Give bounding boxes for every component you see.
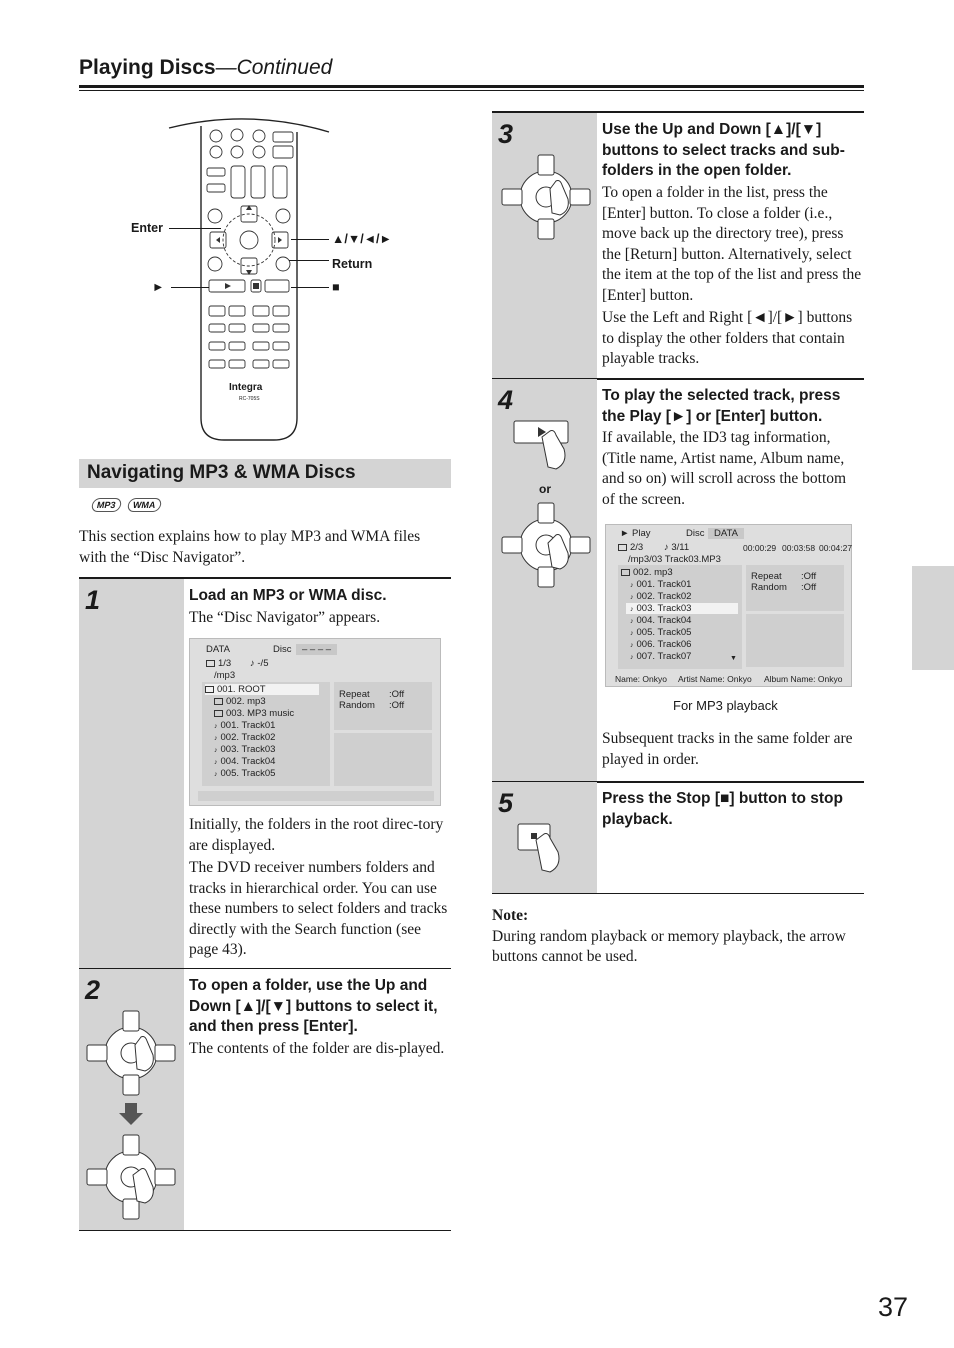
enter-callout: Enter	[131, 221, 163, 235]
mp3-track-icon: ♪	[630, 606, 634, 613]
list-item: ♪ 005. Track05	[214, 768, 276, 779]
repeat-label: Repeat	[339, 689, 370, 700]
cursor-buttons-icon	[498, 499, 594, 593]
stop-callout-line	[291, 287, 329, 288]
osd-type: DATA	[708, 528, 744, 539]
remote-model: RC-705S	[239, 396, 260, 402]
stop-callout: ■	[332, 280, 340, 294]
osd-disc-label: Disc	[686, 528, 705, 539]
scroll-down-icon: ▼	[730, 655, 737, 662]
step-body	[189, 815, 449, 961]
random-value: :Off	[801, 582, 817, 593]
mp3-track-icon: ♪	[214, 759, 218, 766]
osd-status: ► Play	[620, 528, 651, 539]
remote-illustration	[79, 118, 451, 448]
osd-info-panel	[334, 733, 432, 786]
page-title	[79, 56, 332, 80]
id3-name: Name: Onkyo	[615, 674, 667, 684]
list-item: ♪ 002. Track02	[214, 732, 276, 743]
screen-caption: For MP3 playback	[673, 698, 778, 713]
osd-settings-panel	[746, 565, 844, 611]
osd-info-panel	[746, 614, 844, 667]
step-body: The contents of the folder are dis-played.	[189, 1040, 445, 1057]
osd-type: DATA	[206, 644, 230, 655]
or-label: or	[539, 482, 551, 496]
arrows-callout: ▲/▼/◄/►	[332, 232, 392, 246]
mp3-track-icon: ♪	[630, 642, 634, 649]
play-button-icon	[512, 419, 582, 481]
step-heading: Press the Stop [■] button to stop playback.	[602, 790, 843, 828]
osd-elapsed: 00:00:29	[743, 543, 777, 553]
remote-control-icon	[79, 118, 451, 448]
step-heading: Load an MP3 or WMA disc.	[189, 587, 387, 604]
disc-navigator-screen	[189, 638, 441, 806]
osd-track-counter: ♪ 3/11	[664, 542, 690, 553]
random-label: Random	[339, 700, 375, 711]
repeat-label: Repeat	[751, 571, 782, 582]
mp3-track-icon: ♪	[630, 630, 634, 637]
section-title: Navigating MP3 & WMA Discs	[87, 462, 356, 483]
osd-disc-value: – – – –	[296, 644, 337, 655]
osd-file-list	[202, 682, 330, 786]
header-rule-thin	[79, 90, 864, 91]
osd-remaining: 00:03:58	[782, 543, 816, 553]
list-item-selected: ♪ 003. Track03	[626, 603, 738, 614]
folder-icon	[205, 686, 214, 693]
list-item: ♪ 007. Track07	[630, 651, 692, 662]
list-item: ♪ 001. Track01	[214, 720, 276, 731]
step-2	[79, 968, 451, 1231]
step-body	[602, 183, 862, 370]
list-item: ♪ 001. Track01	[630, 579, 692, 590]
step-gray-column	[79, 579, 184, 968]
folder-icon	[214, 710, 223, 717]
folder-icon	[621, 569, 630, 576]
step-number: 2	[85, 975, 101, 1005]
enter-callout-line	[169, 228, 221, 229]
wma-track-icon: ♪	[214, 735, 218, 742]
random-label: Random	[751, 582, 787, 593]
list-item: ♪ 002. Track02	[630, 591, 692, 602]
step-3	[492, 111, 864, 380]
step-paragraph: Initially, the folders in the root direc-tory are displayed.	[189, 816, 444, 854]
osd-counter-row	[206, 658, 231, 669]
step-paragraph: To open a folder in the list, press the [Enter] button. To close a folder (i.e., move back up the directory tree), press the [Return] button. Alternatively, select the item at the top of the list and press the [Enter] button.	[602, 184, 862, 304]
play-callout-line	[171, 287, 209, 288]
wma-badge: WMA	[127, 498, 162, 512]
play-callout: ►	[152, 280, 165, 294]
step-number: 4	[498, 385, 514, 415]
list-item: ♪ 004. Track04	[630, 615, 692, 626]
mp3-track-icon: ♪	[630, 594, 634, 601]
osd-settings-panel	[334, 682, 432, 730]
step-paragraph: The DVD receiver numbers folders and tracks in hierarchical order. You can use these numbers to select folders and tracks directly with the Search function (see page 43).	[189, 859, 448, 958]
osd-track-counter: ♪ -/5	[250, 658, 269, 669]
list-item: ♪ 006. Track06	[630, 639, 692, 650]
return-callout: Return	[332, 257, 373, 271]
osd-file-list	[618, 565, 742, 669]
playback-screen	[605, 524, 852, 687]
folder-icon	[214, 698, 223, 705]
step-number: 1	[85, 585, 101, 615]
cursor-buttons-icon	[83, 1007, 179, 1225]
step-heading: To open a folder, use the Up and Down [▲]/[▼] buttons to select it, and then press [Enter].	[189, 977, 438, 1035]
arrows-callout-line	[291, 239, 329, 240]
osd-disc-label: Disc	[273, 644, 292, 655]
note-text: During random playback or memory playback, the arrow buttons cannot be used.	[492, 927, 846, 965]
mp3-track-icon: ♪	[630, 582, 634, 589]
id3-album: Album Name: Onkyo	[764, 674, 843, 684]
list-item: ♪ 005. Track05	[630, 627, 692, 638]
osd-path: /mp3/03 Track03.MP3	[628, 554, 721, 565]
side-tab	[912, 566, 954, 670]
title-main: Playing Discs	[79, 56, 216, 79]
note-title: Note:	[492, 907, 529, 924]
section-intro: This section explains how to play MP3 and WMA files with the “Disc Navigator”.	[79, 528, 421, 566]
note-block	[492, 906, 864, 968]
step-5	[492, 781, 864, 894]
osd-total: 00:04:27	[819, 543, 853, 553]
step-body: If available, the ID3 tag information, (Title name, Artist name, Album name, and so on) will scroll across the bottom of the screen.	[602, 429, 847, 508]
folder-icon	[206, 660, 215, 667]
section-header	[79, 459, 451, 488]
osd-counter-row	[618, 542, 643, 553]
list-item: 003. MP3 music	[214, 708, 294, 719]
step-subtext: The “Disc Navigator” appears.	[189, 609, 381, 626]
mp3-badge: MP3	[91, 498, 122, 512]
mp3-track-icon: ♪	[214, 747, 218, 754]
mp3-track-icon: ♪	[630, 618, 634, 625]
stop-button-icon	[516, 822, 576, 884]
step-heading: To play the selected track, press the Play [►] or [Enter] button.	[602, 387, 841, 425]
step-4	[492, 378, 864, 783]
mp3-track-icon: ♪	[630, 654, 634, 661]
step-footer: Subsequent tracks in the same folder are played in order.	[602, 730, 853, 768]
list-item: ♪ 004. Track04	[214, 756, 276, 767]
osd-path: /mp3	[214, 670, 236, 681]
list-item: 001. ROOT	[205, 684, 319, 695]
step-number: 3	[498, 119, 514, 149]
list-item: 002. mp3	[621, 567, 673, 578]
header-rule	[79, 85, 864, 88]
repeat-value: :Off	[801, 571, 817, 582]
list-item: 002. mp3	[214, 696, 266, 707]
id3-artist: Artist Name: Onkyo	[678, 674, 752, 684]
remote-brand-logo: Integra	[229, 382, 263, 393]
osd-scroll-bar	[198, 791, 434, 801]
repeat-value: :Off	[389, 689, 405, 700]
step-1	[79, 577, 451, 969]
random-value: :Off	[389, 700, 405, 711]
mp3-track-icon: ♪	[214, 771, 218, 778]
step-heading: Use the Up and Down [▲]/[▼] buttons to select tracks and sub-folders in the open folder.	[602, 121, 845, 179]
step-paragraph: Use the Left and Right [◄]/[►] buttons to display the other folders that contain playable tracks.	[602, 309, 853, 367]
folder-icon	[618, 544, 627, 551]
list-item: ♪ 003. Track03	[214, 744, 276, 755]
step-number: 5	[498, 788, 514, 818]
title-suffix: —Continued	[215, 56, 333, 79]
page-number: 37	[878, 1292, 909, 1322]
osd-counter: 2/3	[630, 542, 644, 553]
osd-counter: 1/3	[218, 658, 232, 669]
wma-track-icon: ♪	[214, 723, 218, 730]
return-callout-line	[289, 260, 329, 261]
cursor-buttons-icon	[498, 151, 594, 245]
